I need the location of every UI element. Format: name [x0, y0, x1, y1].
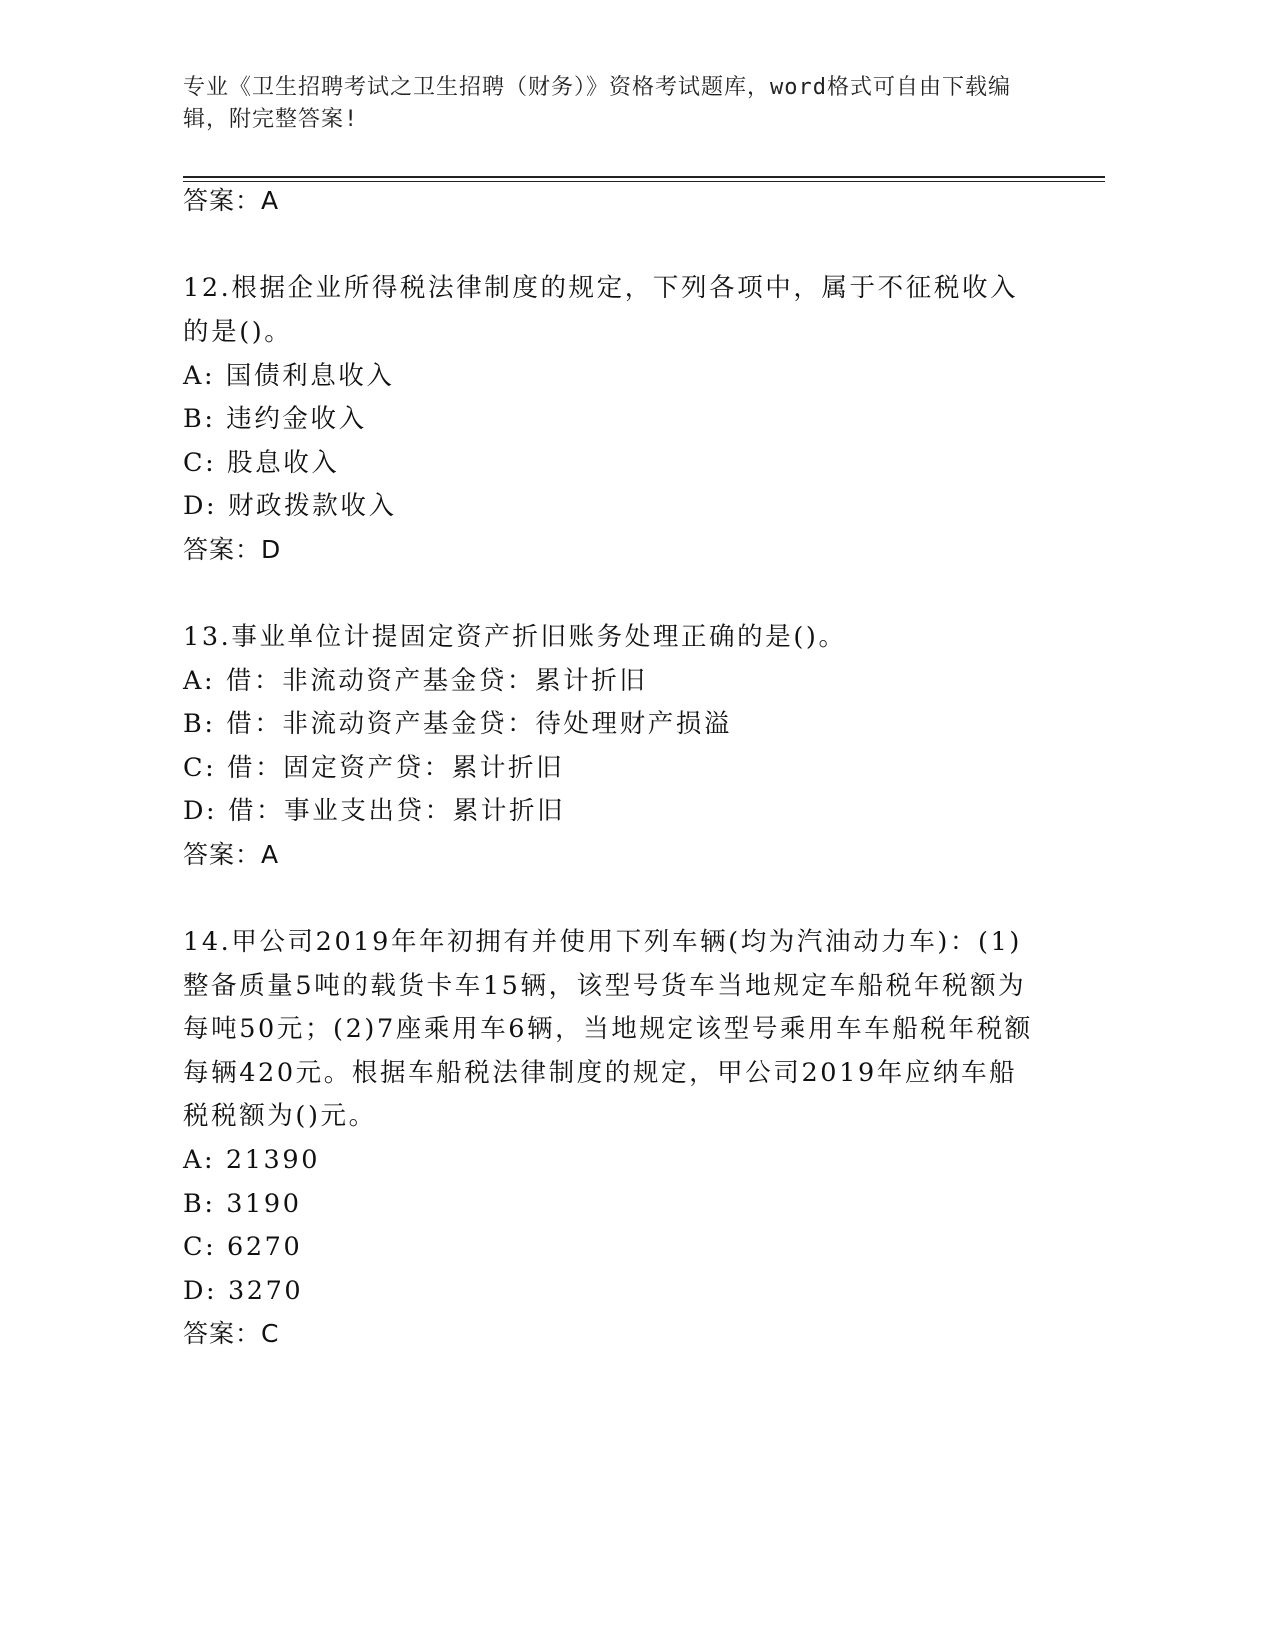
question-12-option-c: C: 股息收入 [183, 448, 340, 478]
question-13-answer: 答案：A [183, 840, 280, 869]
question-14-option-b: B: 3190 [183, 1189, 302, 1219]
question-13-option-c: C: 借：固定资产贷：累计折旧 [183, 753, 565, 783]
question-12-option-d: D: 财政拨款收入 [183, 491, 397, 521]
question-14-stem: 14.甲公司2019年年初拥有并使用下列车辆(均为汽油动力车)：(1)整备质量5吨的载货卡车15辆，该型号货车当地规定车船税年税额为每吨50元；(2)7座乘用车6辆，当地规定该型号乘用车车船税年税额每辆420元。根据车船税法律制度的规定，甲公司2019年应纳车船税税额为()元。 [183, 927, 1033, 1131]
question-14-answer: 答案：C [183, 1319, 280, 1348]
header-rule-thin [183, 181, 1105, 182]
question-12-option-b: B: 违约金收入 [183, 404, 367, 434]
question-14-option-d: D: 3270 [183, 1276, 304, 1306]
question-13-stem: 13.事业单位计提固定资产折旧账务处理正确的是()。 [183, 622, 847, 652]
question-14-option-c: C: 6270 [183, 1232, 303, 1262]
previous-question-answer: 答案：A [183, 186, 280, 215]
question-12-option-a: A: 国债利息收入 [183, 361, 395, 391]
question-13-option-a: A: 借：非流动资产基金贷：累计折旧 [183, 666, 648, 696]
question-13-option-b: B: 借：非流动资产基金贷：待处理财产损溢 [183, 709, 733, 739]
header-rule-thick [183, 176, 1105, 178]
question-12-stem: 12.根据企业所得税法律制度的规定，下列各项中，属于不征税收入的是()。 [183, 273, 1019, 347]
question-14-option-a: A: 21390 [183, 1145, 321, 1175]
page-header-text: 专业《卫生招聘考试之卫生招聘（财务）》资格考试题库，word格式可自由下载编辑，附完整答案! [183, 75, 1011, 132]
question-13-option-d: D: 借：事业支出贷：累计折旧 [183, 796, 566, 826]
question-12-answer: 答案：D [183, 535, 282, 564]
